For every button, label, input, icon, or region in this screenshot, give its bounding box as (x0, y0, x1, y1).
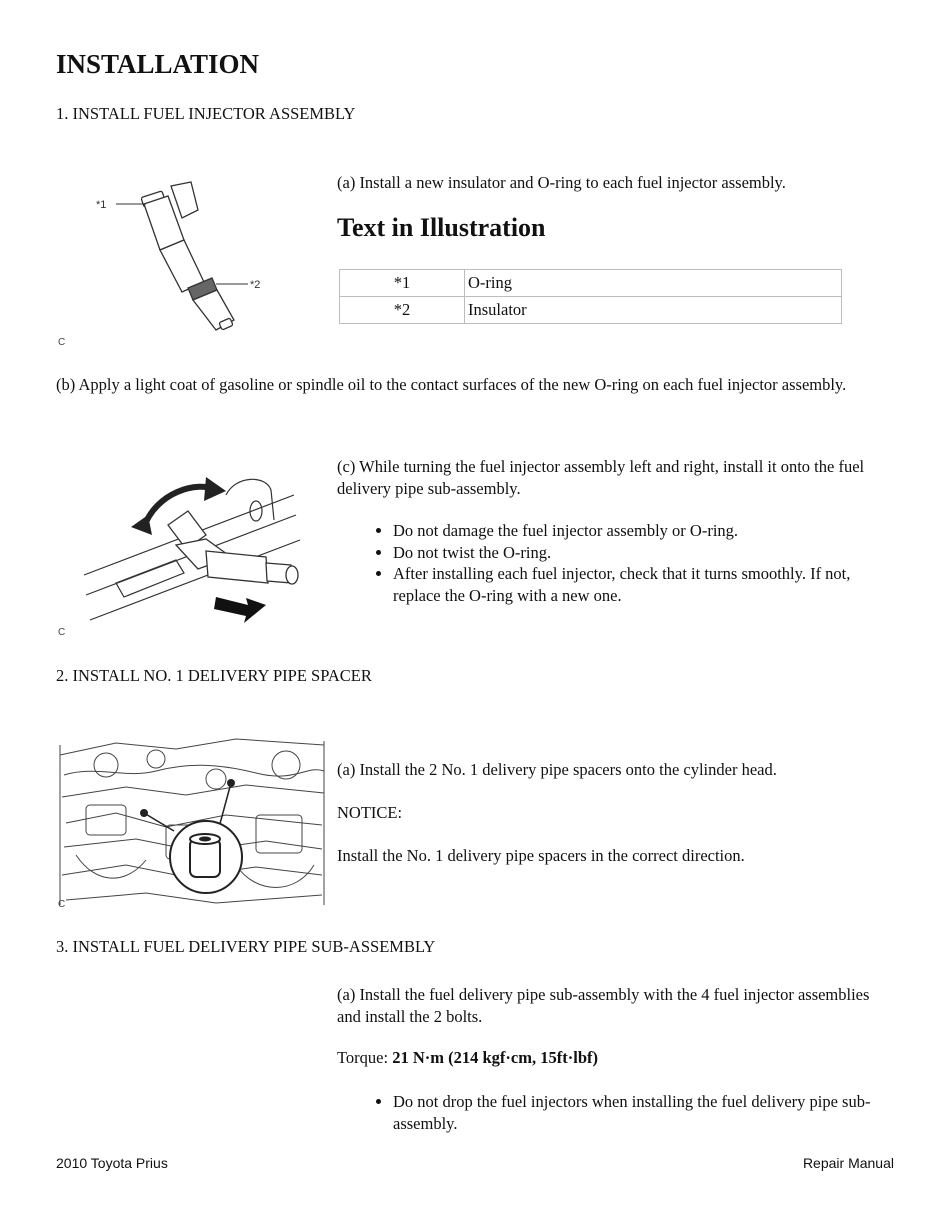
callout-table (339, 269, 842, 324)
step-3-heading: 3. INSTALL FUEL DELIVERY PIPE SUB-ASSEMBLY (56, 937, 436, 956)
callout-table-wrap (339, 269, 842, 324)
list-item: • After installing each fuel injector, check that it turns smoothly. If not, replace the O-ring with a new one. (393, 563, 887, 606)
engine-spacer-drawing (56, 735, 328, 910)
torque-value: 21 N·m (214 kgf·cm, 15ft·lbf) (392, 1048, 598, 1067)
footer-left: 2010 Toyota Prius (56, 1155, 168, 1171)
notice-text: Install the No. 1 delivery pipe spacers in the correct direction. (337, 846, 745, 865)
fuel-injector-drawing (56, 170, 326, 350)
table-cell-value: O-ring (465, 270, 842, 297)
step-1c-text: (c) While turning the fuel injector assembly left and right, install it onto the fuel delivery pipe sub-assembly. (337, 457, 865, 498)
torque-line (337, 1047, 598, 1069)
step-2a-text: (a) Install the 2 No. 1 delivery pipe spacers onto the cylinder head. (337, 760, 777, 779)
illustration-corner-label: C (58, 627, 66, 638)
spacer-illustration (56, 735, 328, 910)
illustration-corner-label: C (58, 899, 66, 910)
step-3a-text: (a) Install the fuel delivery pipe sub-assembly with the 4 fuel injector assemblies and install the 2 bolts. (337, 985, 870, 1026)
list-item: • Do not twist the O-ring. (393, 542, 887, 564)
table-cell-key: *1 (340, 270, 465, 297)
step-1a-text: (a) Install a new insulator and O-ring to each fuel injector assembly. (337, 173, 786, 192)
table-row (340, 297, 842, 324)
step-1c-bullets (337, 520, 887, 606)
step-3-bullets (337, 1091, 887, 1134)
injector-install-drawing (56, 465, 326, 640)
table-cell-key: *2 (340, 297, 465, 324)
step-2-heading: 2. INSTALL NO. 1 DELIVERY PIPE SPACER (56, 666, 372, 685)
fuel-injector-illustration (56, 170, 326, 350)
step-1b-text: (b) Apply a light coat of gasoline or spindle oil to the contact surfaces of the new O-ring on each fuel injector assembly. (56, 375, 847, 394)
text-in-illustration-heading: Text in Illustration (337, 213, 546, 242)
torque-label: Torque: (337, 1048, 389, 1067)
injector-install-illustration (56, 465, 326, 640)
page-title: INSTALLATION (56, 49, 260, 79)
list-item: • Do not damage the fuel injector assembly or O-ring. (393, 520, 887, 542)
table-row (340, 270, 842, 297)
table-cell-value: Insulator (465, 297, 842, 324)
step-1-heading: 1. INSTALL FUEL INJECTOR ASSEMBLY (56, 104, 356, 123)
callout-1-label: *1 (96, 199, 107, 211)
footer-right: Repair Manual (802, 1155, 894, 1171)
illustration-corner-label: C (58, 337, 66, 348)
callout-2-label: *2 (250, 279, 261, 291)
notice-label: NOTICE: (337, 803, 403, 822)
list-item: • Do not drop the fuel injectors when installing the fuel delivery pipe sub-assembly. (393, 1091, 887, 1134)
